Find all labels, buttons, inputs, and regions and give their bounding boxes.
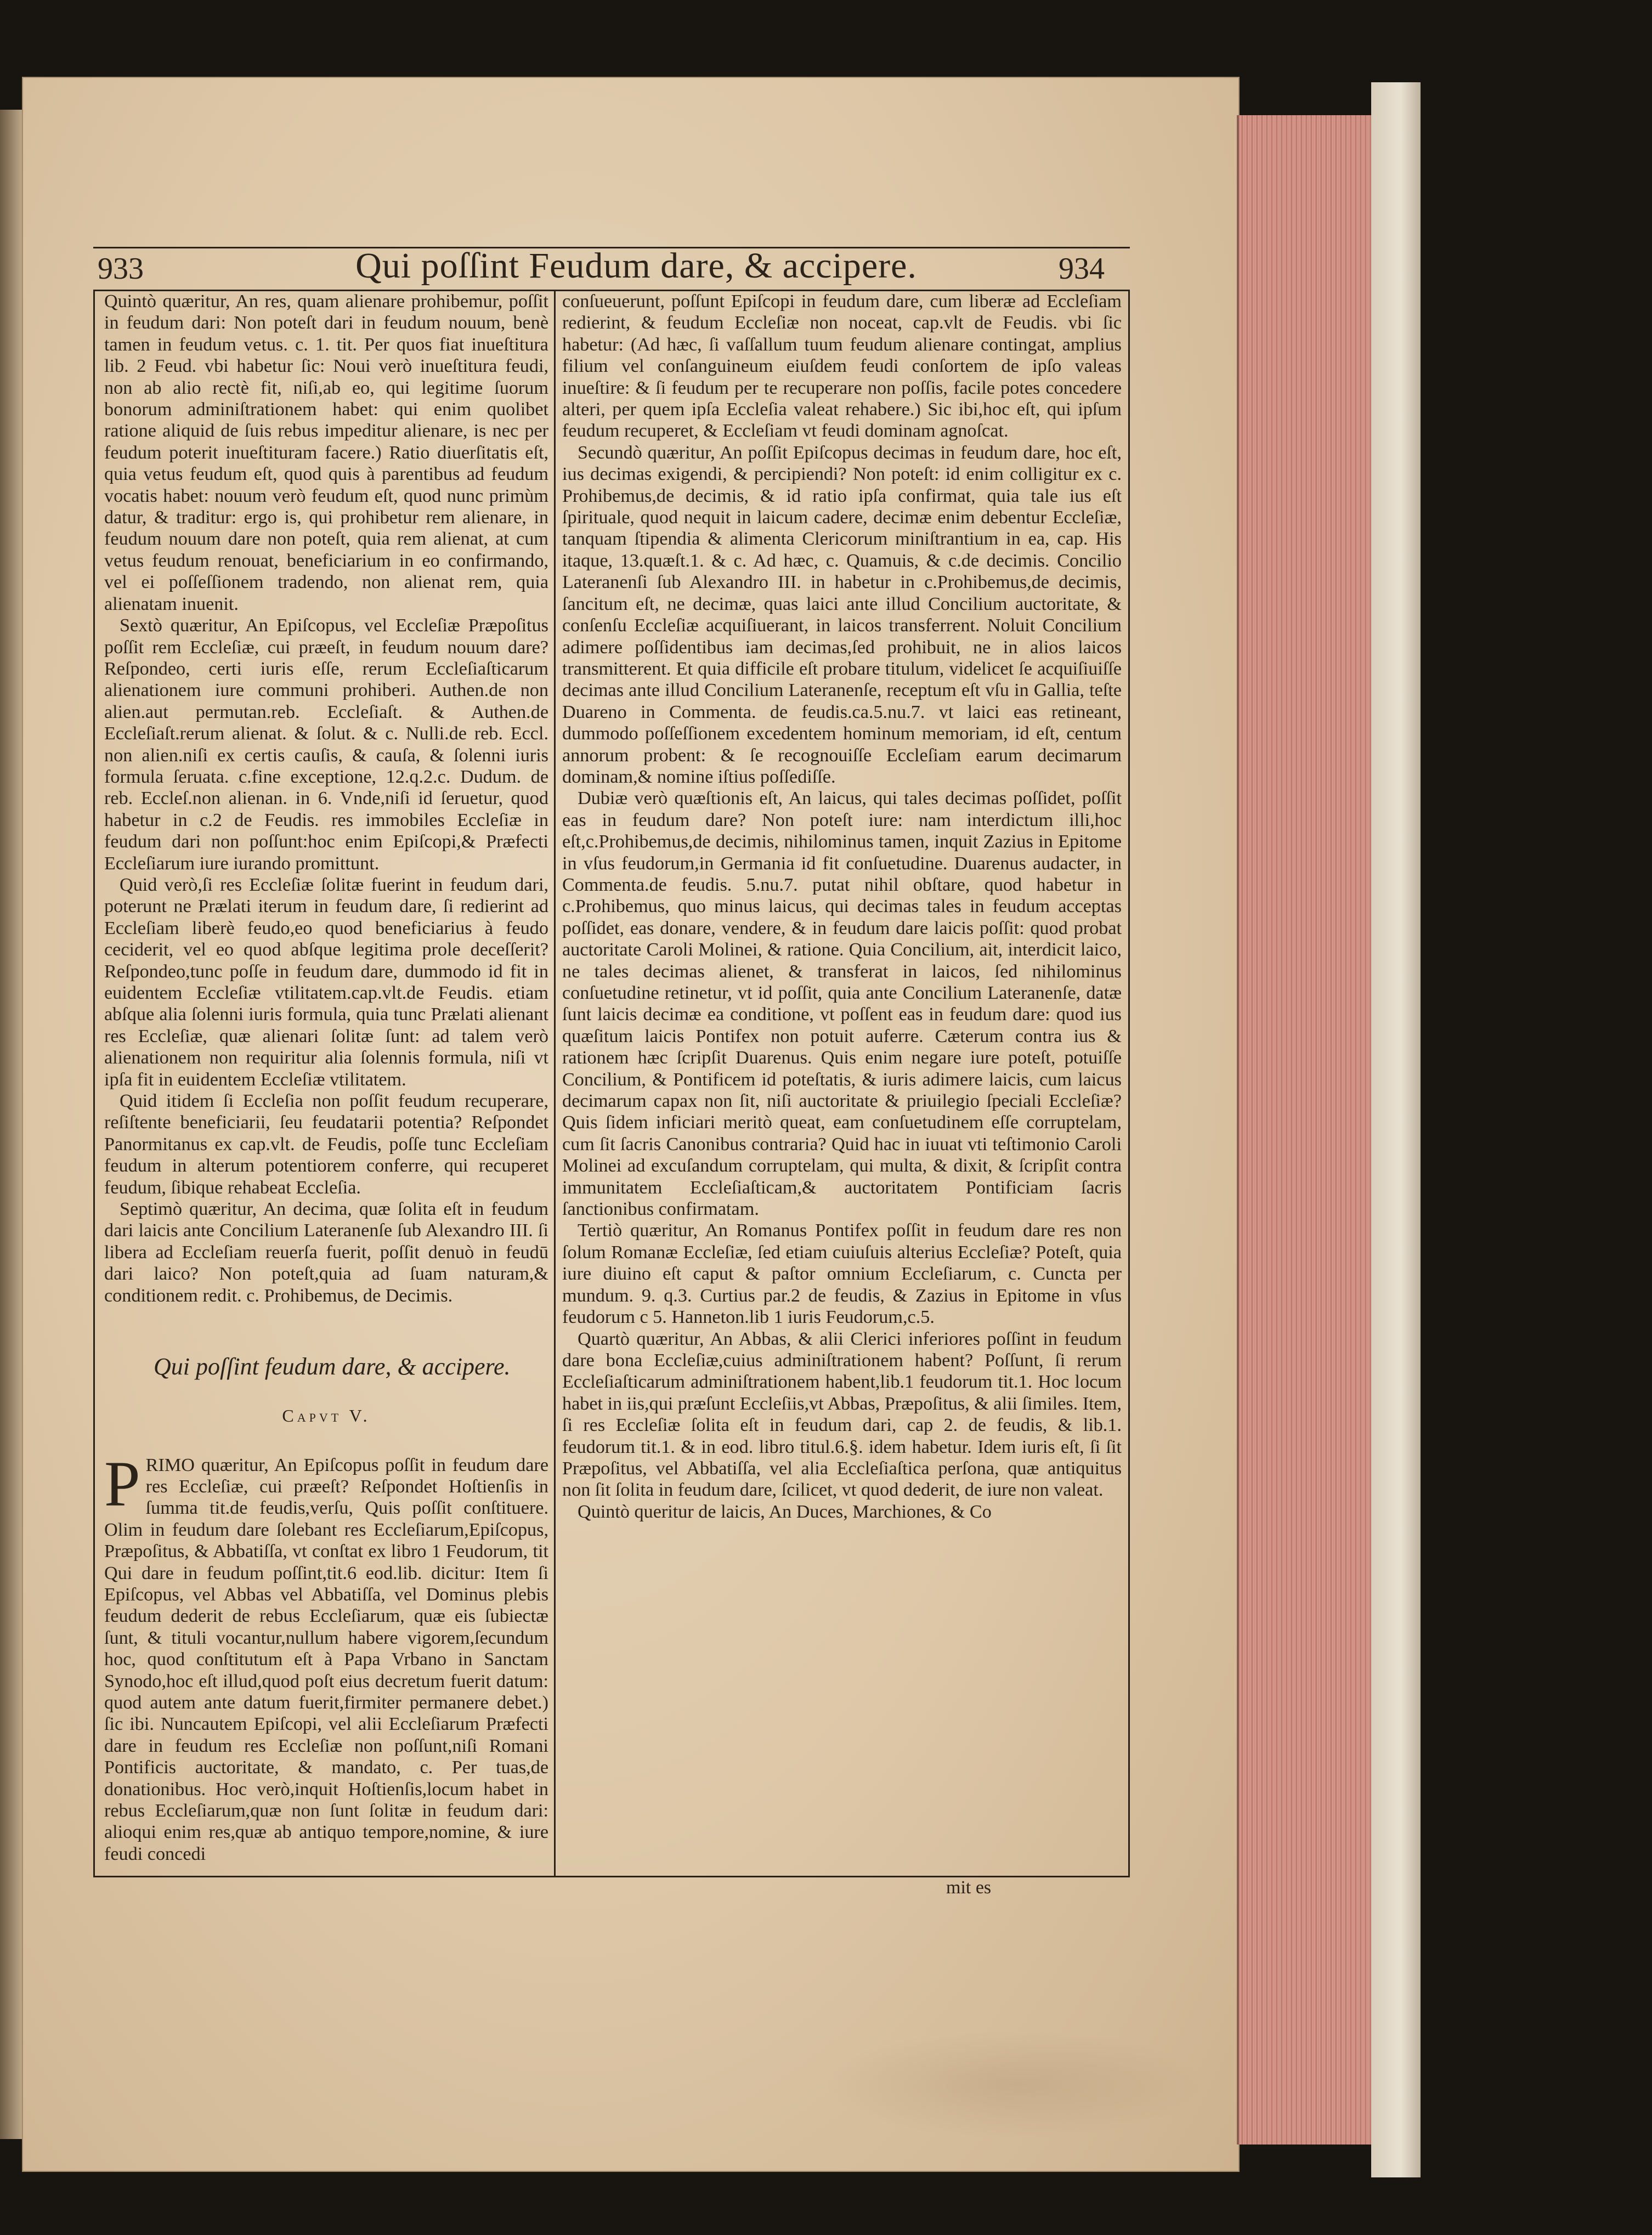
- paragraph: Quintò queritur de laicis, An Duces, Marchiones, & Co: [578, 1501, 992, 1522]
- paragraph: Dubiæ verò quæſtionis eſt, An laicus, qui tales decimas poſſidet, poſſit eas in feudum dare? Non poteſt iure: nam interdictum illi,hoc eſt,c.Prohibemus,de decimis, nihilominus tamen, inquit Zazius in Epitome in vſus feudorum,in Germania id fit conſuetudine. Duarenus audacter, in Commenta.de feudis. 5.nu.7. putat nihil obſtare, quod habetur in c.Prohibemus, quo minus laicus, qui decimas tales in feudum acceptas poſſidet, eas donare, vendere, & in feudum dare laicis poſſit: quod probat auctoritate Caroli Molinei, & ratione. Quia Concilium, ait, interdicit laico, ne tales decimas alienet, & transferat in laicos, ſed nihilominus conſuetudine retinetur, vt id poſſit, quia ante Concilium Lateranenſe, datæ ſunt laicis decimæ ea conditione, vt poſſent eas in feudum dare: quod ius quæſitum laicis Pontifex non potuit auferre. Cæterum contra ius & rationem hæc ſcripſit Duarenus. Quis enim negare iure poteſt, potuiſſe Concilium, & Pontificem id poteſtatis, & iuris adimere laicis, cum laicus decimarum capax non ſit, niſi auctoritate & priuilegio ſpeciali Eccleſiæ? Quis ſidem inficiari meritò queat, eam conſuetudinem eſſe corruptelam, cum ſit ſacris Canonibus contraria? Quid hac in iuuat vti teſtimonio Caroli Molinei ad excuſandum corruptelam, qui multa, & dixit, & ſcripſit contra immunitatem Eccleſiaſticam,& auctoritatem Pontificiam ſacris ſanctionibus confirmatam.: [562, 788, 1122, 1220]
- paragraph: Quartò quæritur, An Abbas, & alii Clerici inferiores poſſint in feudum dare bona Eccleſiæ,cuius adminiſtrationem habent? Poſſunt, ſi rerum Eccleſiaſticarum adminiſtrationem habent,lib.1 feudorum tit.1. Hoc locum habet in iis,qui præſunt Eccleſiis,vt Abbas, Præpoſitus, & alii ſimiles. Item, ſi res Eccleſiæ ſolita eſt in feudum dari, cap 2. de feudis, & lib.1. feudorum tit.1. & in eod. libro titul.6.§. idem habetur. Idem iuris eſt, ſi ſit Præpoſitus, vel Abbatiſſa, vel alia Eccleſiaſtica perſona, quæ antiquitus non ſit ſolita in feudum dare, ſcilicet, vt quod dederit, de iure non valeat.: [562, 1328, 1122, 1501]
- page-number-right: 934: [1059, 252, 1105, 286]
- gutter-shadow: [0, 219, 24, 2029]
- right-column: [562, 291, 1122, 1870]
- left-column: [104, 291, 548, 1870]
- chapter-heading: Capvt V.: [282, 1406, 371, 1426]
- paragraph-text: RIMO quæritur, An Epiſcopus poſſit in feudum dare res Eccleſiæ, cui præeſt? Reſpondet Hoſtienſis in ſumma tit.de feudis,verſu, Quis poſſit conſtituere. Olim in feudum dare ſolebant res Eccleſiarum,Epiſcopus, Præpoſitus, & Abbatiſſa, vt conſtat ex libro 1 Feudorum, tit Qui dare in feudum poſſint,tit.6 eod.lib. dicitur: Item ſi Epiſcopus, vel Abbas vel Abbatiſſa, vel Dominus plebis feudum dederit de rebus Eccleſiarum, quæ eis ſubiectæ ſunt, & tituli vocantur,nullum habere vigorem,ſecundum hoc, quod conſtitutum eſt à Papa Vrbano in Sanctam Synodo,hoc eſt illud,quod poſt eius decretum fuerit datum: quod autem ante datum fuerit,firmiter permanere debet.) ſic ibi. Nuncautem Epiſcopi, vel alii Eccleſiarum Præfecti dare in feudum res Eccleſiæ non poſſunt,niſi Romani Pontificis auctoritate, & mandato, c. Per tuas,de donationibus. Hoc verò,inquit Hoſtienſis,locum habet in rebus Eccleſiarum,quæ non ſunt ſolitæ in feudum dari: alioqui enim res,quæ ab antiquo tempore,nomine, & iure feudi concedi: [104, 1455, 548, 1864]
- page-number-left: 933: [98, 252, 144, 286]
- book-cover-edge: [1371, 82, 1421, 2177]
- running-head: Qui poſſint Feudum dare, & accipere.: [355, 246, 917, 286]
- catchword: mit es: [946, 1877, 992, 1898]
- paragraph: Quid verò,ſi res Eccleſiæ ſolitæ fuerint in feudum dari, poterunt ne Prælati iterum in feudum dare, ſi redierint ad Eccleſiam liberè feudo,eo quod beneficiarius à feudo ceciderit, vel eo quod abſque legitima prole deceſſerit? Reſpondeo,tunc poſſe in feudum dare, dummodo id fit in euidentem Eccleſiæ vtilitatem.cap.vlt.de Feudis. etiam abſque alia ſolenni iuris formula, quia tunc Prælati alienant res Eccleſiæ, quæ alienari ſolitæ ſunt: ad talem verò alienationem non requiritur alia ſolennis formula, niſi vt ipſa fit in euidentem Eccleſiæ vtilitatem.: [104, 874, 548, 1090]
- column-divider: [554, 290, 556, 1877]
- paragraph: Tertiò quæritur, An Romanus Pontifex poſſit in feudum dare res non ſolum Romanæ Eccleſiæ, ſed etiam cuiuſuis alterius Eccleſiæ? Poteſt, quia iure diuino eſt caput & paſtor omnium Eccleſiarum, c. Cuncta per mundum. 9. q.3. Curtius par.2 de feudis, & Zazius in Epitome in vſus feudorum c 5. Hanneton.lib 1 iuris Feudorum,c.5.: [562, 1220, 1122, 1328]
- paragraph: conſueuerunt, poſſunt Epiſcopi in feudum dare, cum liberæ ad Eccleſiam redierint, & feudum Eccleſiæ non noceat, cap.vlt de Feudis. vbi ſic habetur: (Ad hæc, ſi vaſſallum tuum feudum alienare contingat, amplius filium vel conſanguineum eiuſdem feudi conſortem de ipſo valeas inueſtire: & ſi feudum per te recuperare non poſſis, facile potes concedere alteri, per quem ipſa Eccleſia valeat rehabere.) Sic ibi,hoc eſt, qui ipſum feudum recuperet, & Eccleſiam vt feudi dominam agnoſcat.: [562, 291, 1122, 442]
- drop-cap: P: [104, 1447, 140, 1520]
- paper-stain: [823, 2029, 1207, 2139]
- paragraph: Secundò quæritur, An poſſit Epiſcopus decimas in feudum dare, hoc eſt, ius decimas exigendi, & percipiendi? Non poteſt: id enim colligitur ex c. Prohibemus,de decimis, & id ratio ipſa confirmat, quia tale ius eſt ſpirituale, quod nequit in laicum cadere, decimæ enim debentur Eccleſiæ, tanquam ſtipendia & alimenta Clericorum miniſtrantium in ea, cap. His itaque, 13.quæſt.1. & c. Ad hæc, c. Quamuis, & c.de decimis. Concilio Lateranenſi ſub Alexandro III. in habetur in c.Prohibemus,de decimis, ſancitum eſt, ne decimæ, quas laici ante illud Concilium auctoritate, & conſenſu Eccleſiæ acquiſiuerant, in laicos transferrent. Noluit Concilium adimere poſſidentibus iam decimas,ſed prohibuit, ne in alios laicos transmitterent. Et quia difficile eſt probare titulum, videlicet ſe acquiſiuiſſe decimas ante illud Concilium Lateranenſe, receptum eſt vſu in Gallia, teſte Duareno in Commenta. de feudis.ca.5.nu.7. vt laici eas retineant, dummodo poſſeſſionem excedentem hominum memoriam, id eſt, centum annorum probent: & ſe recognouiſſe Eccleſiam earum decimarum dominam,& nomine iſtius poſſediſſe.: [562, 442, 1122, 787]
- book-fore-edge: [1237, 115, 1373, 2145]
- section-title: Qui poſſint feudum dare, & accipere.: [154, 1353, 511, 1380]
- paragraph: Quid itidem ſi Eccleſia non poſſit feudum recuperare, reſiſtente beneficiarii, ſeu feudatarii potentia? Reſpondet Panormitanus ex cap.vlt. de Feudis, poſſe tunc Eccleſiam feudum in alterum potentiorem conferre, qui recuperet feudum, ſibique rehabeat Eccleſia.: [104, 1091, 548, 1198]
- paragraph-dropcap: [104, 1447, 548, 1865]
- paragraph: Quintò quæritur, An res, quam alienare prohibemur, poſſit in feudum dari: Non poteſt dari in feudum nouum, benè tamen in feudum vetus. c. 1. tit. Per quos fiat inueſtitura lib. 2 Feud. vbi habetur ſic: Noui verò inueſtitura feudi, non ab alio rectè fit, niſi,ab eo, qui legitime ſuorum bonorum adminiſtrationem habet: qui enim quolibet ratione aliquid de ſuis rebus impeditur alienare, is nec per feudum poterit inueſtituram facere.) Ratio diuerſitatis eſt, quia vetus feudum eſt, quod quis à parentibus ad feudum vocatis habet: nouum verò feudum eſt, quod nunc primùm datur, & traditur: ergo is, qui prohibetur rem alienare, in feudum nouum dare non poteſt, quia rem alienat, at cum vetus feudum renouat, beneficiarium in eo confirmando, vel ei poſſeſſionem tradendo, non alienat rem, quia alienatam inuenit.: [104, 291, 548, 614]
- paragraph: Sextò quæritur, An Epiſcopus, vel Eccleſiæ Præpoſitus poſſit rem Eccleſiæ, cui præeſt, in feudum nouum dare? Reſpondeo, certi iuris eſſe, rerum Eccleſiaſticarum alienationem iure communi prohiberi. Authen.de non alien.aut permutan.reb. Eccleſiaſt. & Authen.de Eccleſiaſt.rerum alienat. & ſolut. & c. Nulli.de reb. Eccl. non alien.niſi ex certis cauſis, & cauſa, & ſolenni iuris formula ſeruata. c.fine exceptione, 12.q.2.c. Dudum. de reb. Eccleſ.non alienan. in 6. Vnde,niſi id ſeruetur, quod habetur in c.2 de Feudis. res immobiles Eccleſiæ in feudum dari non poſſunt:hoc enim Epiſcopi,& Præfecti Eccleſiarum iure iurando promittunt.: [104, 615, 548, 874]
- paragraph: Septimò quæritur, An decima, quæ ſolita eſt in feudum dari laicis ante Concilium Lateranenſe ſub Alexandro III. ſi libera ad Eccleſiam reuerſa fuerit, poſſit denuò in feudū dari laico? Non poteſt,quia ad ſuam naturam,& conditionem redit. c. Prohibemus, de Decimis.: [104, 1199, 548, 1306]
